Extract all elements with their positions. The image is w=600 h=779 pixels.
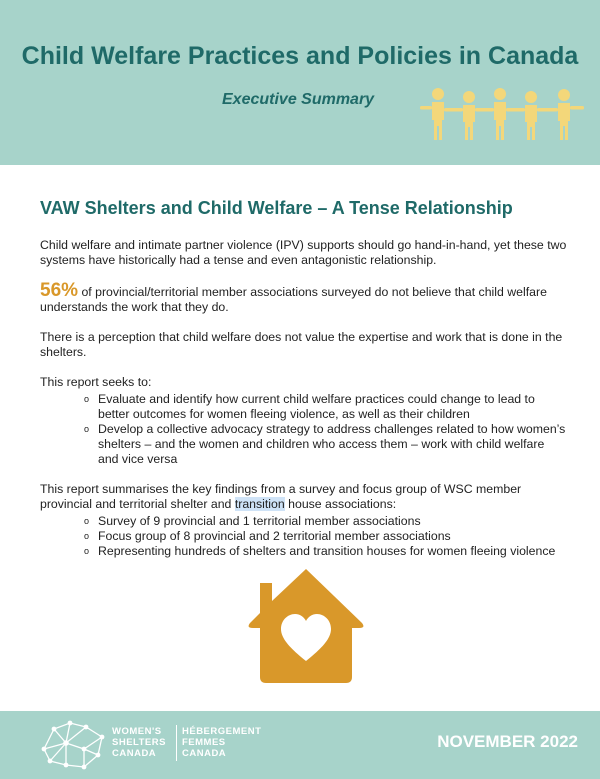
bullet-icon: o xyxy=(84,424,90,434)
bullet-icon: o xyxy=(84,394,90,404)
org-name-french: HÉBERGEMENT FEMMES CANADA xyxy=(182,726,262,759)
list-item: o Representing hundreds of shelters and transition houses for women fleeing violence xyxy=(84,544,556,558)
list-item: o Evaluate and identify how current child welfare practices could change to lead to better outcomes for women fleeing violence, as well as their children xyxy=(84,392,535,421)
seeks-label: This report seeks to: xyxy=(40,375,152,389)
list-item: o Survey of 9 provincial and 1 territorial member associations xyxy=(84,514,421,528)
logo-divider xyxy=(176,725,177,761)
house-heart-icon xyxy=(248,567,364,683)
footer-banner xyxy=(0,711,600,779)
seeks-list xyxy=(40,392,568,467)
header-banner xyxy=(0,0,600,165)
bullet-icon: o xyxy=(84,516,90,526)
page-subtitle: Executive Summary xyxy=(222,91,375,108)
network-map-icon xyxy=(40,719,106,771)
main-content xyxy=(40,198,568,574)
bullet-icon: o xyxy=(84,531,90,541)
list-item: o Develop a collective advocacy strategy to address challenges related to how women’s shelters – and the women and children who access them – work with child welfare and vice versa xyxy=(84,422,566,466)
list-item: o Focus group of 8 provincial and 2 territorial member associations xyxy=(84,529,451,543)
intro-paragraph: Child welfare and intimate partner violence (IPV) supports should go hand-in-hand, yet these two systems have historically had a tense and even antagonistic relationship. xyxy=(40,238,567,267)
org-name-english: WOMEN'S SHELTERS CANADA xyxy=(112,726,166,759)
stat-value: 56% xyxy=(40,280,79,301)
section-heading: VAW Shelters and Child Welfare – A Tense Relationship xyxy=(40,198,513,218)
page-title: Child Welfare Practices and Policies in Canada xyxy=(21,42,579,70)
summary-paragraph: This report summarises the key findings from a survey and focus group of WSC member provincial and territorial shelter and transition house associations: xyxy=(40,482,522,511)
bullet-icon: o xyxy=(84,546,90,556)
people-chain-icon xyxy=(418,84,586,142)
highlighted-word[interactable]: transition xyxy=(234,497,285,511)
stat-paragraph xyxy=(40,280,568,315)
report-date: NOVEMBER 2022 xyxy=(437,732,578,751)
stat-text: of provincial/territorial member associations surveyed do not believe that child welfare understands the work that they do. xyxy=(40,285,547,314)
perception-paragraph: There is a perception that child welfare does not value the expertise and work that is done in the shelters. xyxy=(40,330,563,359)
summary-list xyxy=(40,514,568,559)
